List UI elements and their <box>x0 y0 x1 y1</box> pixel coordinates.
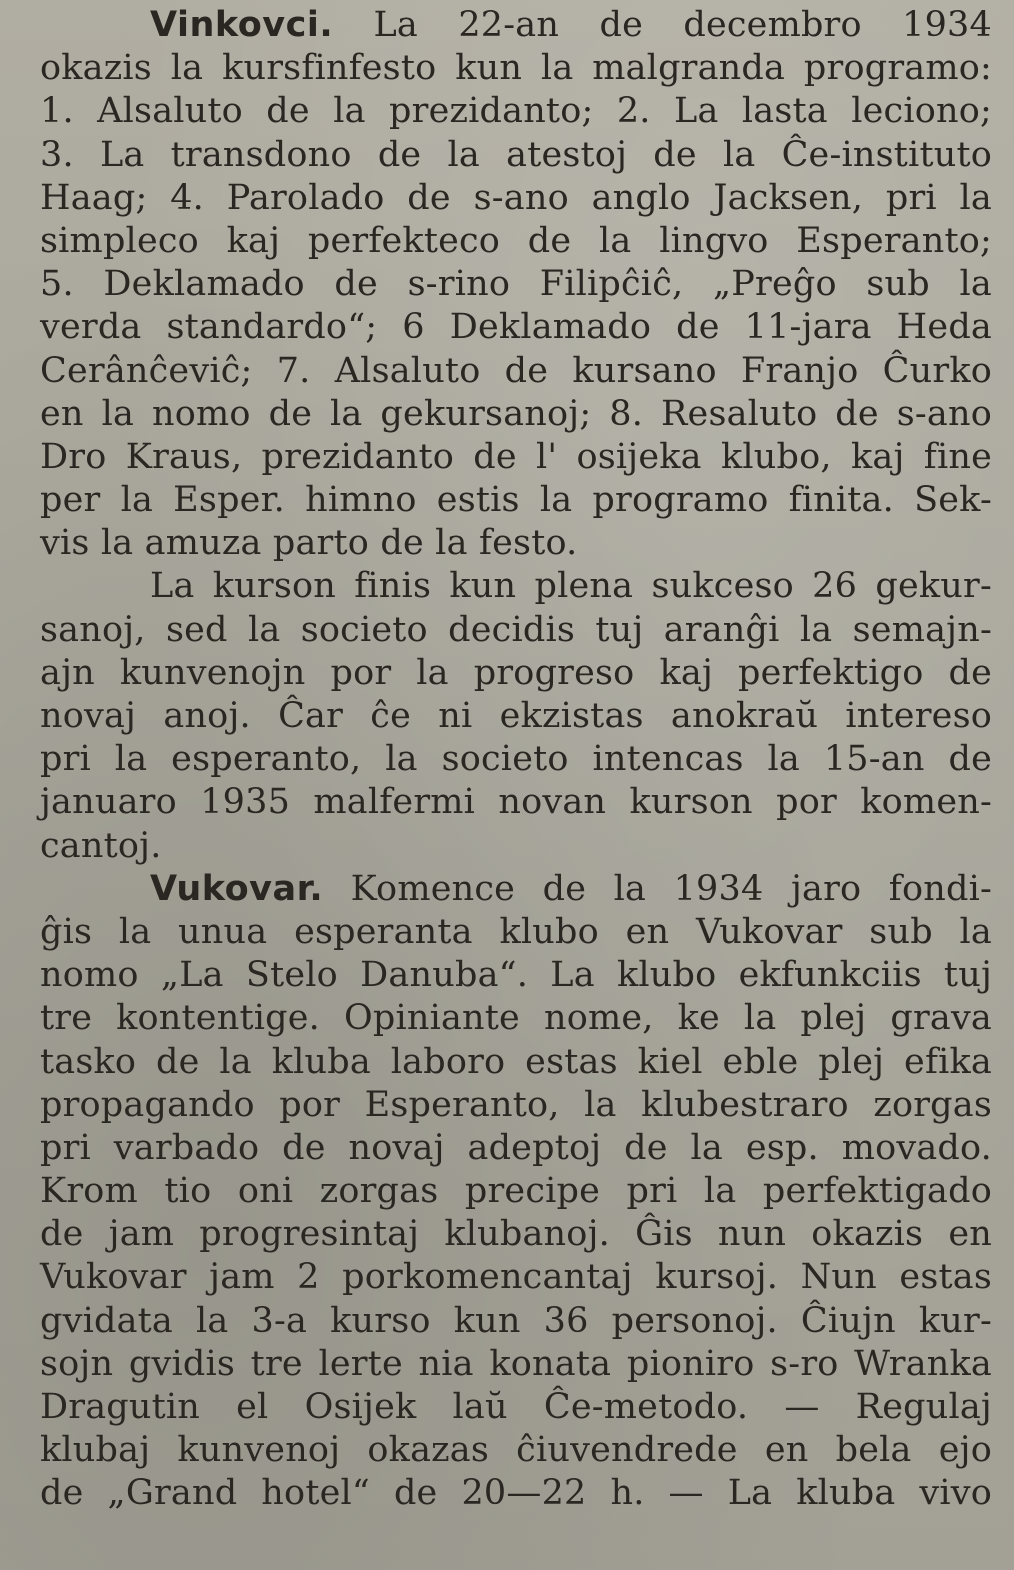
text-line: okazis la kursfinfesto kun la malgranda programo: <box>40 48 992 89</box>
text-line: pri varbado de novaj adeptoj de la esp. movado. <box>40 1127 992 1168</box>
text-line: verda standardo“; 6 Deklamado de 11-jara Heda <box>40 307 992 348</box>
section-heading-vukovar: Vukovar. <box>150 868 324 909</box>
text-line: Vinkovci. La 22-an de decembro 1934 <box>150 5 992 45</box>
text-line: Dragutin el Osijek laŭ Ĉe-metodo. — Regulaj <box>40 1387 992 1427</box>
article-text <box>40 4 992 1516</box>
text-line: Haag; 4. Parolado de s-ano anglo Jacksen, pri la <box>40 177 992 218</box>
text-line: per la Esper. himno estis la programo finita. Sek- <box>40 480 992 521</box>
text-line: La kurson finis kun plena sukceso 26 gekur- <box>150 566 992 607</box>
text-line: cantoj. <box>40 825 162 866</box>
text-line: Vukovar. Komence de la 1934 jaro fondi- <box>150 868 992 909</box>
text-line: 3. La transdono de la atestoj de la Ĉe-instituto <box>40 134 992 175</box>
text-line: Cerânĉeviĉ; 7. Alsaluto de kursano Franjo Ĉurko <box>40 350 992 391</box>
text-line: januaro 1935 malfermi novan kurson por komen- <box>40 782 992 823</box>
text-line: de „Grand hotel“ de 20—22 h. — La kluba vivo <box>40 1473 992 1514</box>
text-line: nomo „La Stelo Danuba“. La klubo ekfunkciis tuj <box>40 955 992 996</box>
text-line: gvidata la 3-a kurso kun 36 personoj. Ĉiujn kur- <box>40 1300 992 1341</box>
text-line: 1. Alsaluto de la prezidanto; 2. La lasta leciono; <box>40 91 992 132</box>
text-line: Dro Kraus, prezidanto de l' osijeka klubo, kaj fine <box>40 436 992 477</box>
text-line: ĝis la unua esperanta klubo en Vukovar sub la <box>40 911 992 952</box>
text-line: klubaj kunvenoj okazas ĉiuvendrede en bela ejo <box>40 1430 992 1471</box>
text-line: vis la amuza parto de la festo. <box>40 523 578 564</box>
text-line: Krom tio oni zorgas precipe pri la perfektigado <box>40 1171 992 1212</box>
text-line: 5. Deklamado de s-rino Filipĉiĉ, „Preĝo sub la <box>40 264 992 305</box>
section-heading-vinkovci: Vinkovci. <box>150 5 334 45</box>
text-line: ajn kunvenojn por la progreso kaj perfektigo de <box>40 652 992 693</box>
text-line: sojn gvidis tre lerte nia konata pioniro s-ro Wranka <box>40 1343 992 1384</box>
text-line: sanoj, sed la societo decidis tuj aranĝi la semajn- <box>40 609 992 650</box>
text-line: simpleco kaj perfekteco de la lingvo Esperanto; <box>40 220 992 261</box>
text-line: en la nomo de la gekursanoj; 8. Resaluto de s-ano <box>40 393 992 434</box>
text-line: tasko de la kluba laboro estas kiel eble plej efika <box>40 1041 992 1082</box>
text-line: tre kontentige. Opiniante nome, ke la plej grava <box>40 998 992 1039</box>
text-line: pri la esperanto, la societo intencas la 15-an de <box>40 739 992 780</box>
text-line: propagando por Esperanto, la klubestraro zorgas <box>40 1084 992 1125</box>
text-line: Vukovar jam 2 porkomencantaj kursoj. Nun estas <box>40 1257 992 1298</box>
text-line: novaj anoj. Ĉar ĉe ni ekzistas anokraŭ intereso <box>40 696 992 736</box>
text-line: de jam progresintaj klubanoj. Ĝis nun okazis en <box>40 1214 992 1255</box>
